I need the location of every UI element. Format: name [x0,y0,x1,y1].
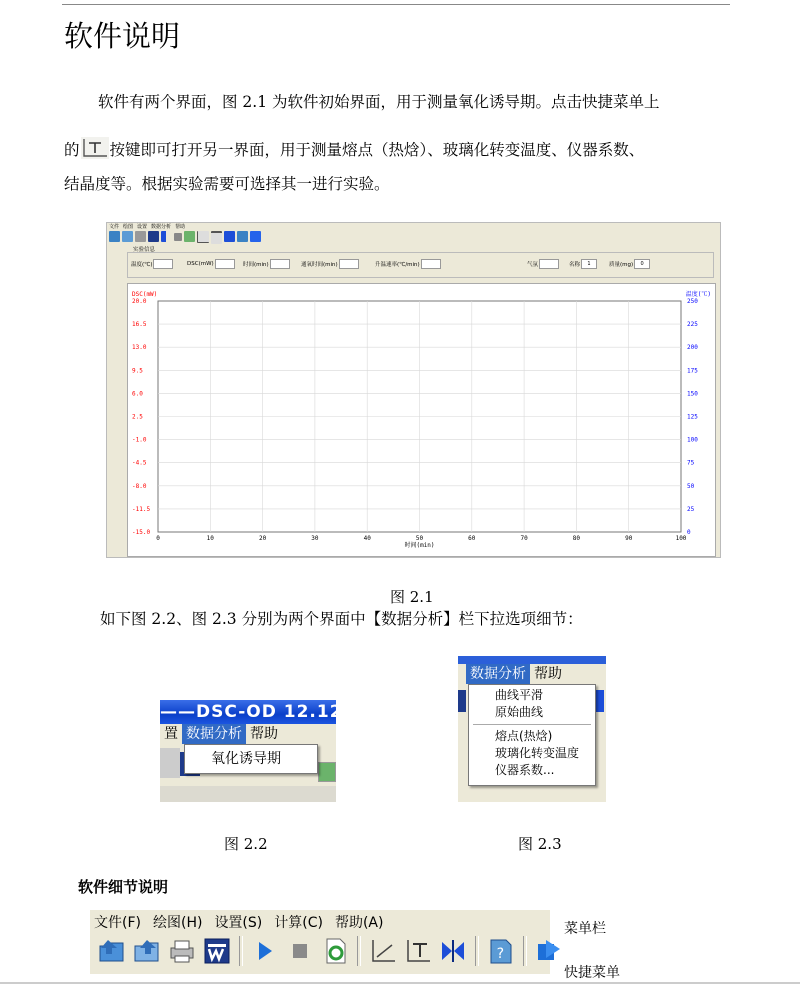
y-left-tick-label: 20.0 [132,298,147,305]
paragraph-3: 结晶度等。根据实验需要可选择其一进行实验。 [64,175,390,193]
instrument-switch-icon [81,137,109,157]
menu-calculate[interactable]: 计算(C) [274,915,323,931]
figure-2-2-screenshot [160,700,363,802]
menu-draw[interactable]: 绘图 [123,224,134,230]
x-tick-label: 70 [520,535,528,542]
exit-icon[interactable] [250,231,261,242]
menu-separator [473,724,591,725]
subsection-title: 软件细节说明 [78,878,169,896]
toolbar-separator [239,936,243,966]
y-right-tick-label: 125 [687,413,698,421]
menu-file[interactable]: 文件(F) [94,915,141,931]
toolbar-separator [475,936,479,966]
y-left-tick-label: 6.0 [132,390,143,398]
y-right-tick-label: 250 [687,298,698,305]
report-icon [458,690,466,712]
y-left-axis-label: DSC(mW) [132,291,158,298]
menu-item-curve-smoothing[interactable]: 曲线平滑 [495,688,544,702]
y-right-tick-label: 75 [687,459,695,467]
big-toolbar [96,934,565,968]
figure-2-3-screenshot [458,656,606,802]
start-icon[interactable] [161,231,172,242]
y-right-tick-label: 25 [687,505,695,513]
paragraph-1: 软件有两个界面，图 2.1 为软件初始界面，用于测量氧化诱导期。点击快捷菜单上 [98,93,660,111]
field-oxygen-time: 通氧时间(min) [301,259,359,269]
stop-icon[interactable] [284,935,316,967]
y-right-tick-label: 0 [687,529,691,536]
x-tick-label: 20 [258,535,267,542]
x-tick-label: 0 [156,535,160,542]
tool-i-icon[interactable] [402,935,434,967]
mini-menubar [109,223,189,230]
paragraph-2 [64,137,732,160]
y-right-tick-label: 200 [687,344,698,352]
menu-item-glass-transition[interactable]: 玻璃化转变温度 [495,746,580,760]
menu-file[interactable]: 文件 [109,224,120,230]
fig3-menubar [458,664,606,684]
x-tick-label: 100 [675,535,687,542]
heating-rate-input[interactable] [421,259,441,269]
dropdown-menu [184,744,318,774]
y-right-tick-label: 100 [687,436,698,444]
oxygen-time-input[interactable] [339,259,359,269]
menu-help[interactable]: 帮助(A) [334,915,384,931]
menu-data-analysis[interactable]: 数据分析 [182,724,246,744]
y-right-axis-label: 温度(℃) [685,291,711,298]
field-mass: 质量(mg) 0 [609,259,650,269]
field-dsc: DSC(mW) [187,259,235,269]
window-title-bar: ——DSC-OD 12.12.6 [160,702,363,722]
name-input[interactable]: 1 [581,259,597,269]
menu-data-analysis[interactable]: 数据分析 [151,224,172,230]
exit-icon[interactable] [533,935,565,967]
tool-i-icon[interactable] [211,231,222,244]
refresh-doc-icon [318,762,336,782]
x-tick-label: 10 [206,535,214,542]
dsc-chart-svg [128,284,715,556]
x-tick-label: 60 [468,535,476,542]
print-icon[interactable] [135,231,146,242]
y-left-tick-label: 13.0 [132,344,147,352]
svg-text:?: ? [496,946,505,962]
main-window-screenshot [106,222,721,558]
figures-intro: 如下图 2.2、图 2.3 分别为两个界面中【数据分析】栏下拉选项细节： [100,610,583,628]
y-right-tick-label: 50 [687,482,695,490]
dropdown-menu [468,684,596,786]
window-title-bar [458,656,606,664]
y-left-tick-label: 2.5 [132,413,143,421]
atmosphere-input[interactable] [539,259,559,269]
field-heating-rate: 升温速率(℃/min) [375,259,441,269]
menu-data-analysis[interactable]: 数据分析 [466,664,530,684]
menu-settings[interactable]: 设置(S) [214,915,263,931]
menu-help[interactable]: 帮助 [534,666,562,682]
y-left-tick-label: -4.5 [132,459,147,467]
paragraph-2-start: 的 [64,141,80,159]
y-right-tick-label: 175 [687,367,698,375]
save-folder-icon[interactable] [122,231,133,242]
mass-input[interactable]: 0 [634,259,650,269]
refresh-doc-icon[interactable] [184,231,195,242]
help-icon[interactable] [237,231,248,242]
menu-item-raw-curve[interactable]: 原始曲线 [495,705,544,719]
menu-draw[interactable]: 绘图(H) [152,915,203,931]
x-tick-label: 30 [311,535,319,542]
footer-rule [0,982,800,984]
open-folder-icon[interactable] [96,935,128,967]
y-left-tick-label: -8.0 [132,482,147,490]
experiment-info-legend: 实验信息 [133,247,156,253]
x-tick-label: 90 [625,535,633,542]
tangent-icon[interactable] [367,935,399,967]
fig2-menubar [160,724,336,744]
refresh-doc-icon[interactable] [319,935,351,967]
report-icon[interactable] [201,935,233,967]
help-icon[interactable] [485,935,517,967]
toolbar-separator [523,936,527,966]
x-tick-label: 50 [415,535,424,542]
x-axis-label: 时间(min) [404,542,435,549]
menubar-toolbar-screenshot [90,910,550,974]
dsc-chart [127,283,716,557]
field-name: 名称 1 [569,259,597,269]
stop-icon[interactable] [174,233,182,241]
menu-item-oxidation-induction[interactable]: 氧化诱导期 [211,751,281,767]
menu-help[interactable]: 帮助 [250,726,278,742]
y-left-tick-label: -11.5 [132,505,151,513]
y-left-tick-label: -15.0 [132,529,151,536]
field-atmosphere: 气氛 [527,259,559,269]
open-folder-icon[interactable] [109,231,120,242]
x-tick-label: 80 [572,535,581,542]
toolbar-fragment [160,748,180,778]
toolbar-label: 快捷菜单 [564,965,620,981]
y-left-tick-label: 16.5 [132,321,147,329]
menu-item-melting-point[interactable]: 熔点(热焓) [495,729,553,743]
section-title: 软件说明 [64,19,181,53]
menu-help[interactable]: 帮助 [175,224,186,230]
print-icon[interactable] [166,935,198,967]
temperature-input[interactable] [153,259,173,269]
y-right-tick-label: 225 [687,321,698,329]
paragraph-2-end: 按键即可打开另一界面，用于测量熔点（热焓）、玻璃化转变温度、仪器系数、 [109,141,645,159]
big-menubar [94,912,395,932]
mini-toolbar [109,231,261,244]
start-icon[interactable] [249,935,281,967]
report-icon[interactable] [148,231,159,242]
save-folder-icon[interactable] [131,935,163,967]
marker-icon[interactable] [437,935,469,967]
header-rule [62,4,730,5]
tangent-icon[interactable] [197,231,209,243]
menu-item-instrument-coefficient[interactable]: 仪器系数... [495,763,555,777]
field-time: 时间(min) [243,259,290,269]
menu-settings[interactable]: 设置 [137,224,148,230]
time-input[interactable] [270,259,290,269]
menu-settings-partial[interactable]: 置 [164,726,178,742]
menubar-label: 菜单栏 [564,921,606,937]
y-left-tick-label: 9.5 [132,367,143,375]
x-tick-label: 40 [363,535,371,542]
y-left-tick-label: -1.0 [132,436,147,444]
marker-icon[interactable] [224,231,235,242]
figure-2-1-caption: 图 2.1 [390,588,434,606]
y-right-tick-label: 150 [687,390,698,398]
panel-fragment [160,786,336,802]
figure-2-2-caption: 图 2.2 [224,835,268,853]
figure-2-3-caption: 图 2.3 [518,835,562,853]
field-temperature: 温度(℃) [131,259,173,269]
dsc-input[interactable] [215,259,235,269]
toolbar-separator [357,936,361,966]
